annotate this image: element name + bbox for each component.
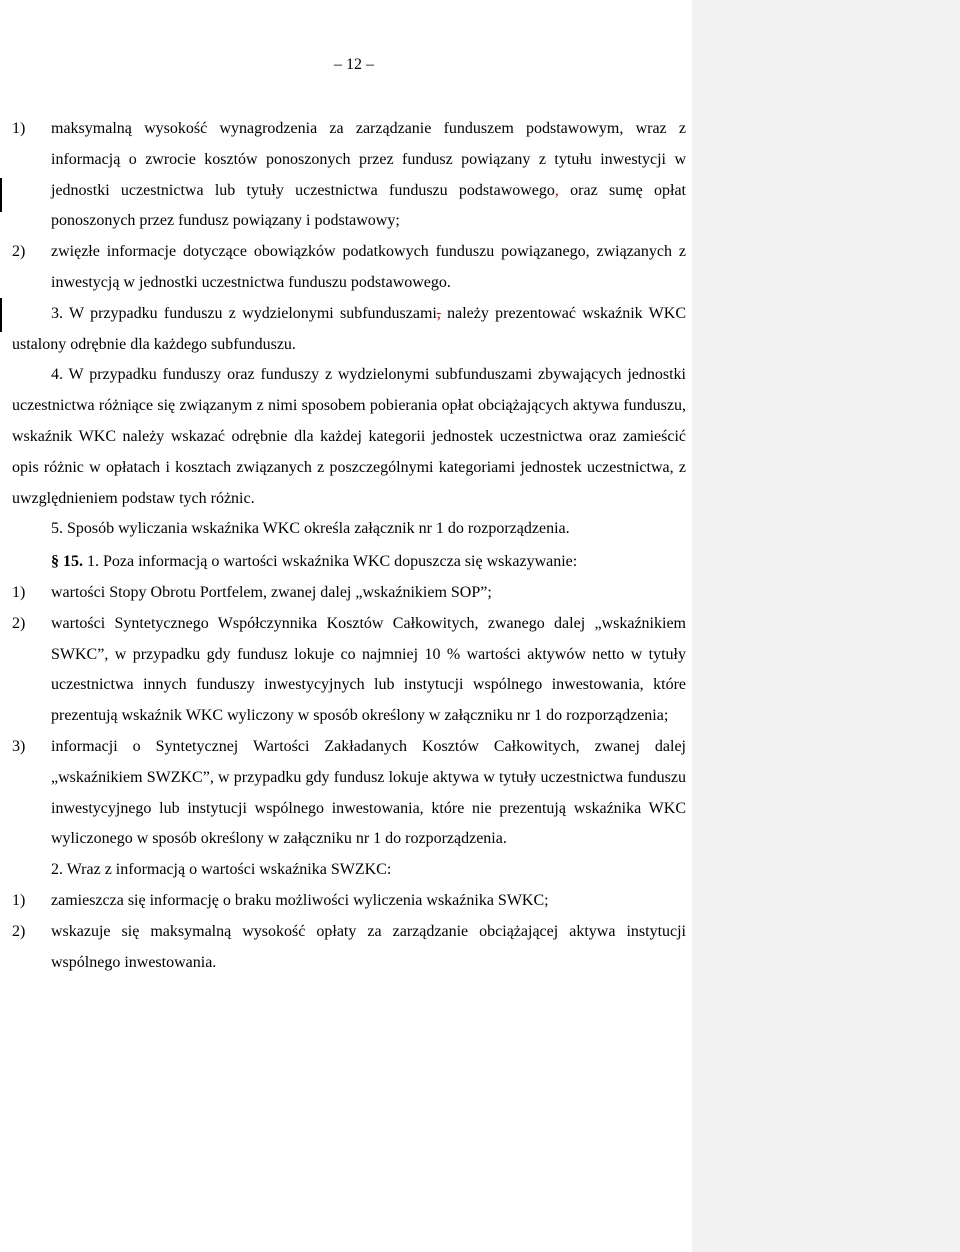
list-item — [12, 578, 686, 609]
section-15-heading — [12, 547, 686, 578]
list-item-number: 2) — [12, 614, 26, 632]
list-item-number: 1) — [12, 891, 26, 909]
list-item-number: 1) — [12, 583, 26, 601]
list-item-text: wartości Syntetycznego Współczynnika Kosztów Całkowitych, zwanego dalej „wskaźnikiem SWKC”, w przypadku gdy fundusz lokuje co najmniej 10 % wartości aktywów netto w tytuły uczestnictwa innych funduszy inwestycyjnych lub instytucji wspólnego inwestowania, które prezentują wskaźnik WKC wyliczony w sposób określony w załączniku nr 1 do rozporządzenia; — [51, 614, 686, 725]
paragraph-3-text: 3. W przypadku funduszu z wydzielonymi subfunduszami — [51, 304, 437, 322]
document-body — [12, 114, 686, 978]
list-item-number: 3) — [12, 737, 26, 755]
list-item — [12, 732, 686, 855]
inserted-revision-mark: , — [554, 181, 559, 199]
list-item — [12, 886, 686, 917]
list-item-text: maksymalną wysokość wynagrodzenia za zarządzanie funduszem podstawowym, wraz z informacją o zwrocie kosztów ponoszonych przez fundusz powiązany z tytułu inwestycji w jednostki uczestnictwa lub tytuły uczestnictwa funduszu podstawowego — [51, 120, 686, 199]
list-item-text-continued: oraz sumę opłat ponoszonych przez fundusz powiązany i podstawowy; — [51, 181, 687, 230]
list-item-text: wartości Stopy Obrotu Portfelem, zwanej dalej „wskaźnikiem SOP”; — [51, 583, 492, 601]
paragraph-5 — [12, 514, 686, 545]
list-item — [12, 917, 686, 979]
paragraph-4 — [12, 360, 686, 514]
list-item-text: informacji o Syntetycznej Wartości Zakładanych Kosztów Całkowitych, zwanej dalej „wskaźnikiem SWZKC”, w przypadku gdy fundusz lokuje aktywa w tytuły uczestnictwa funduszu inwestycyjnego lub instytucji wspólnego inwestowania, które nie prezentują wskaźnika WKC wyliczonego w sposób określony w załączniku nr 1 do rozporządzenia. — [51, 737, 686, 848]
list-item-number: 2) — [12, 243, 26, 261]
paragraph-2 — [12, 855, 686, 886]
list-item — [12, 114, 686, 237]
section-number: 15. — [63, 553, 83, 571]
paragraph-3-text-continued: należy prezentować wskaźnik WKC ustalony odrębnie dla każdego subfunduszu. — [12, 304, 686, 353]
paragraph-3 — [12, 299, 686, 361]
page-number-value: 12 — [346, 56, 362, 73]
paragraph-2-text: 2. Wraz z informacją o wartości wskaźnika SWZKC: — [51, 861, 392, 879]
section-15-intro: 1. Poza informacją o wartości wskaźnika WKC dopuszcza się wskazywanie: — [83, 553, 578, 571]
paragraph-5-text: 5. Sposób wyliczania wskaźnika WKC określa załącznik nr 1 do rozporządzenia. — [51, 520, 570, 538]
list-item-text: zwięzłe informacje dotyczące obowiązków podatkowych funduszu powiązanego, związanych z inwestycją w jednostki uczestnictwa funduszu podstawowego. — [51, 243, 686, 291]
revision-change-bar — [0, 178, 2, 212]
paragraph-4-text: 4. W przypadku funduszy oraz funduszy z wydzielonymi subfunduszami zbywających jednostki uczestnictwa różniące się związanym z nimi sposobem pobierania opłat obciążających aktywa funduszu, wskaźnik WKC należy wskazać odrębnie dla każdej kategorii jednostek uczestnictwa oraz zamieścić opis różnic w opłatach i kosztach związanych z poszczególnymi kategoriami jednostek uczestnictwa, z uwzględnieniem podstaw tych różnic. — [12, 366, 686, 507]
list-item — [12, 609, 686, 732]
list-item-text: zamieszcza się informację o braku możliwości wyliczenia wskaźnika SWKC; — [51, 891, 549, 909]
deleted-revision-mark: , — [436, 304, 441, 322]
revision-change-bar — [0, 298, 2, 332]
section-symbol: § — [51, 553, 59, 571]
list-item — [12, 237, 686, 299]
list-item-number: 1) — [12, 120, 26, 137]
page-number: – 12 – — [334, 56, 374, 73]
comment-pane — [692, 0, 960, 1252]
list-item-text: wskazuje się maksymalną wysokość opłaty za zarządzanie obciążającej aktywa instytucji wspólnego inwestowania. — [51, 922, 686, 971]
list-item-number: 2) — [12, 922, 26, 940]
